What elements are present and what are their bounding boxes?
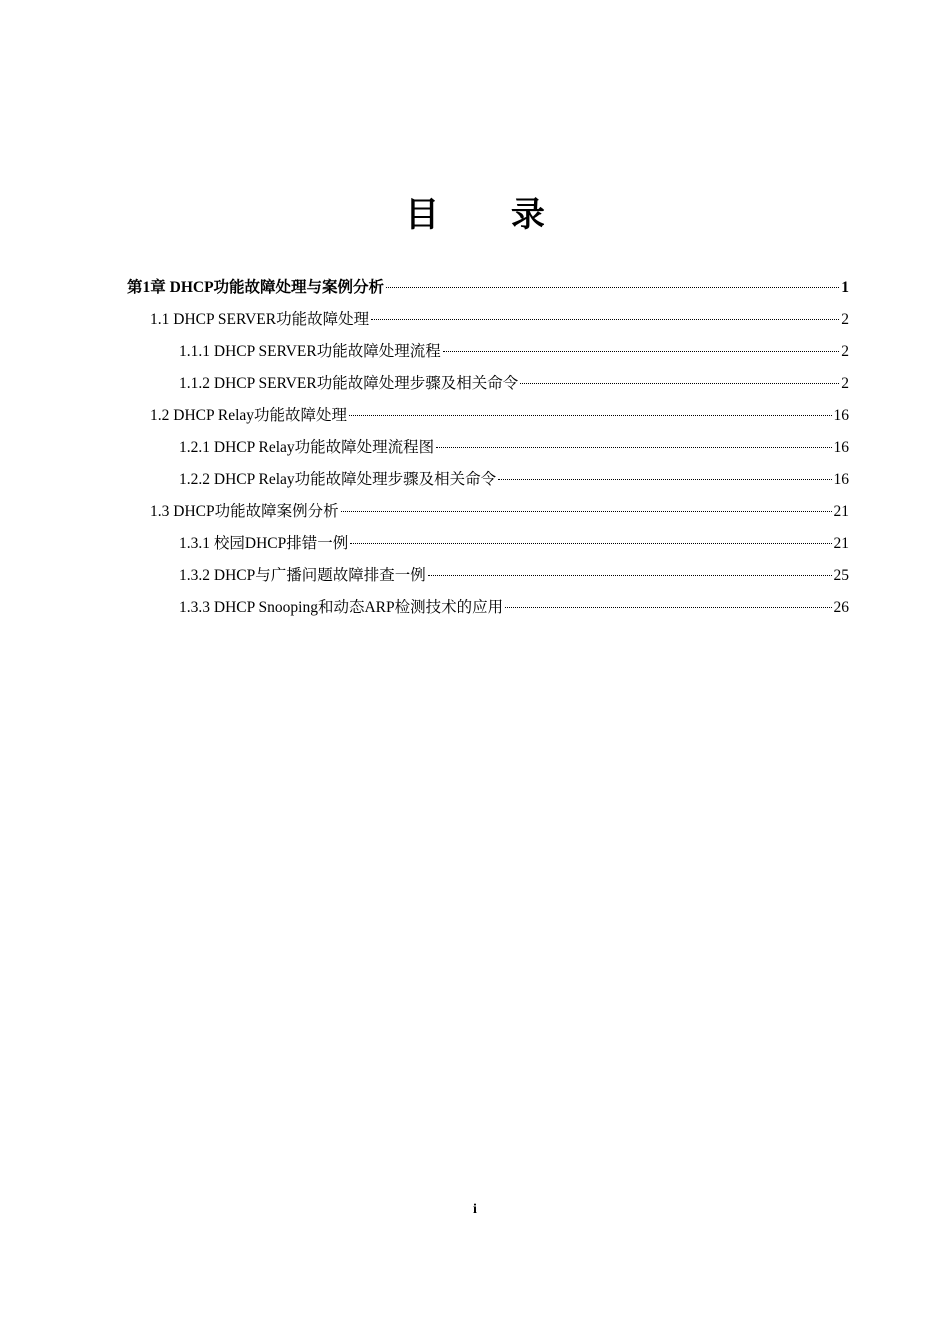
toc-entry-text: 1.3.2 DHCP与广播问题故障排查一例 (179, 567, 426, 584)
toc-entry-page: 16 (833, 471, 849, 488)
toc-list (127, 272, 849, 624)
dot-leader (443, 351, 840, 352)
toc-entry-text: 1.2 DHCP Relay功能故障处理 (150, 407, 348, 424)
toc-entry-page: 16 (833, 407, 849, 424)
toc-entry-page: 2 (841, 311, 849, 328)
toc-entry[interactable] (127, 496, 849, 528)
toc-entry[interactable] (127, 400, 849, 432)
toc-entry-page: 2 (841, 375, 849, 392)
toc-entry-page: 21 (833, 535, 849, 552)
toc-entry-text: 1.1.2 DHCP SERVER功能故障处理步骤及相关命令 (179, 375, 519, 392)
dot-leader (371, 319, 839, 320)
toc-entry-page: 21 (833, 503, 849, 520)
toc-entry-page: 25 (833, 567, 849, 584)
dot-leader (498, 479, 831, 480)
toc-entry[interactable] (127, 368, 849, 400)
toc-entry[interactable] (127, 432, 849, 464)
toc-entry-text: 1.1.1 DHCP SERVER功能故障处理流程 (179, 343, 441, 360)
toc-entry-text: 1.2.2 DHCP Relay功能故障处理步骤及相关命令 (179, 471, 497, 488)
toc-entry-text: 第1章 DHCP功能故障处理与案例分析 (127, 279, 385, 296)
toc-entry-text: 1.3 DHCP功能故障案例分析 (150, 503, 339, 520)
toc-title: 目 录 (405, 195, 575, 235)
toc-entry[interactable] (127, 560, 849, 592)
dot-leader (386, 287, 839, 288)
toc-entry[interactable] (127, 304, 849, 336)
dot-leader (349, 415, 831, 416)
dot-leader (436, 447, 831, 448)
toc-entry-page: 26 (833, 599, 849, 616)
dot-leader (520, 383, 839, 384)
toc-entry[interactable] (127, 336, 849, 368)
toc-entry-text: 1.3.1 校园DHCP排错一例 (179, 535, 349, 552)
dot-leader (350, 543, 831, 544)
toc-entry[interactable] (127, 272, 849, 304)
dot-leader (428, 575, 832, 576)
dot-leader (505, 607, 831, 608)
toc-entry[interactable] (127, 528, 849, 560)
toc-entry-text: 1.2.1 DHCP Relay功能故障处理流程图 (179, 439, 435, 456)
toc-entry-page: 2 (841, 343, 849, 360)
toc-entry-text: 1.1 DHCP SERVER功能故障处理 (150, 311, 370, 328)
toc-entry[interactable] (127, 464, 849, 496)
page-number: i (473, 1202, 477, 1217)
toc-entry[interactable] (127, 592, 849, 624)
toc-entry-page: 16 (833, 439, 849, 456)
toc-entry-page: 1 (841, 279, 849, 296)
dot-leader (341, 511, 832, 512)
toc-entry-text: 1.3.3 DHCP Snooping和动态ARP检测技术的应用 (179, 599, 504, 616)
